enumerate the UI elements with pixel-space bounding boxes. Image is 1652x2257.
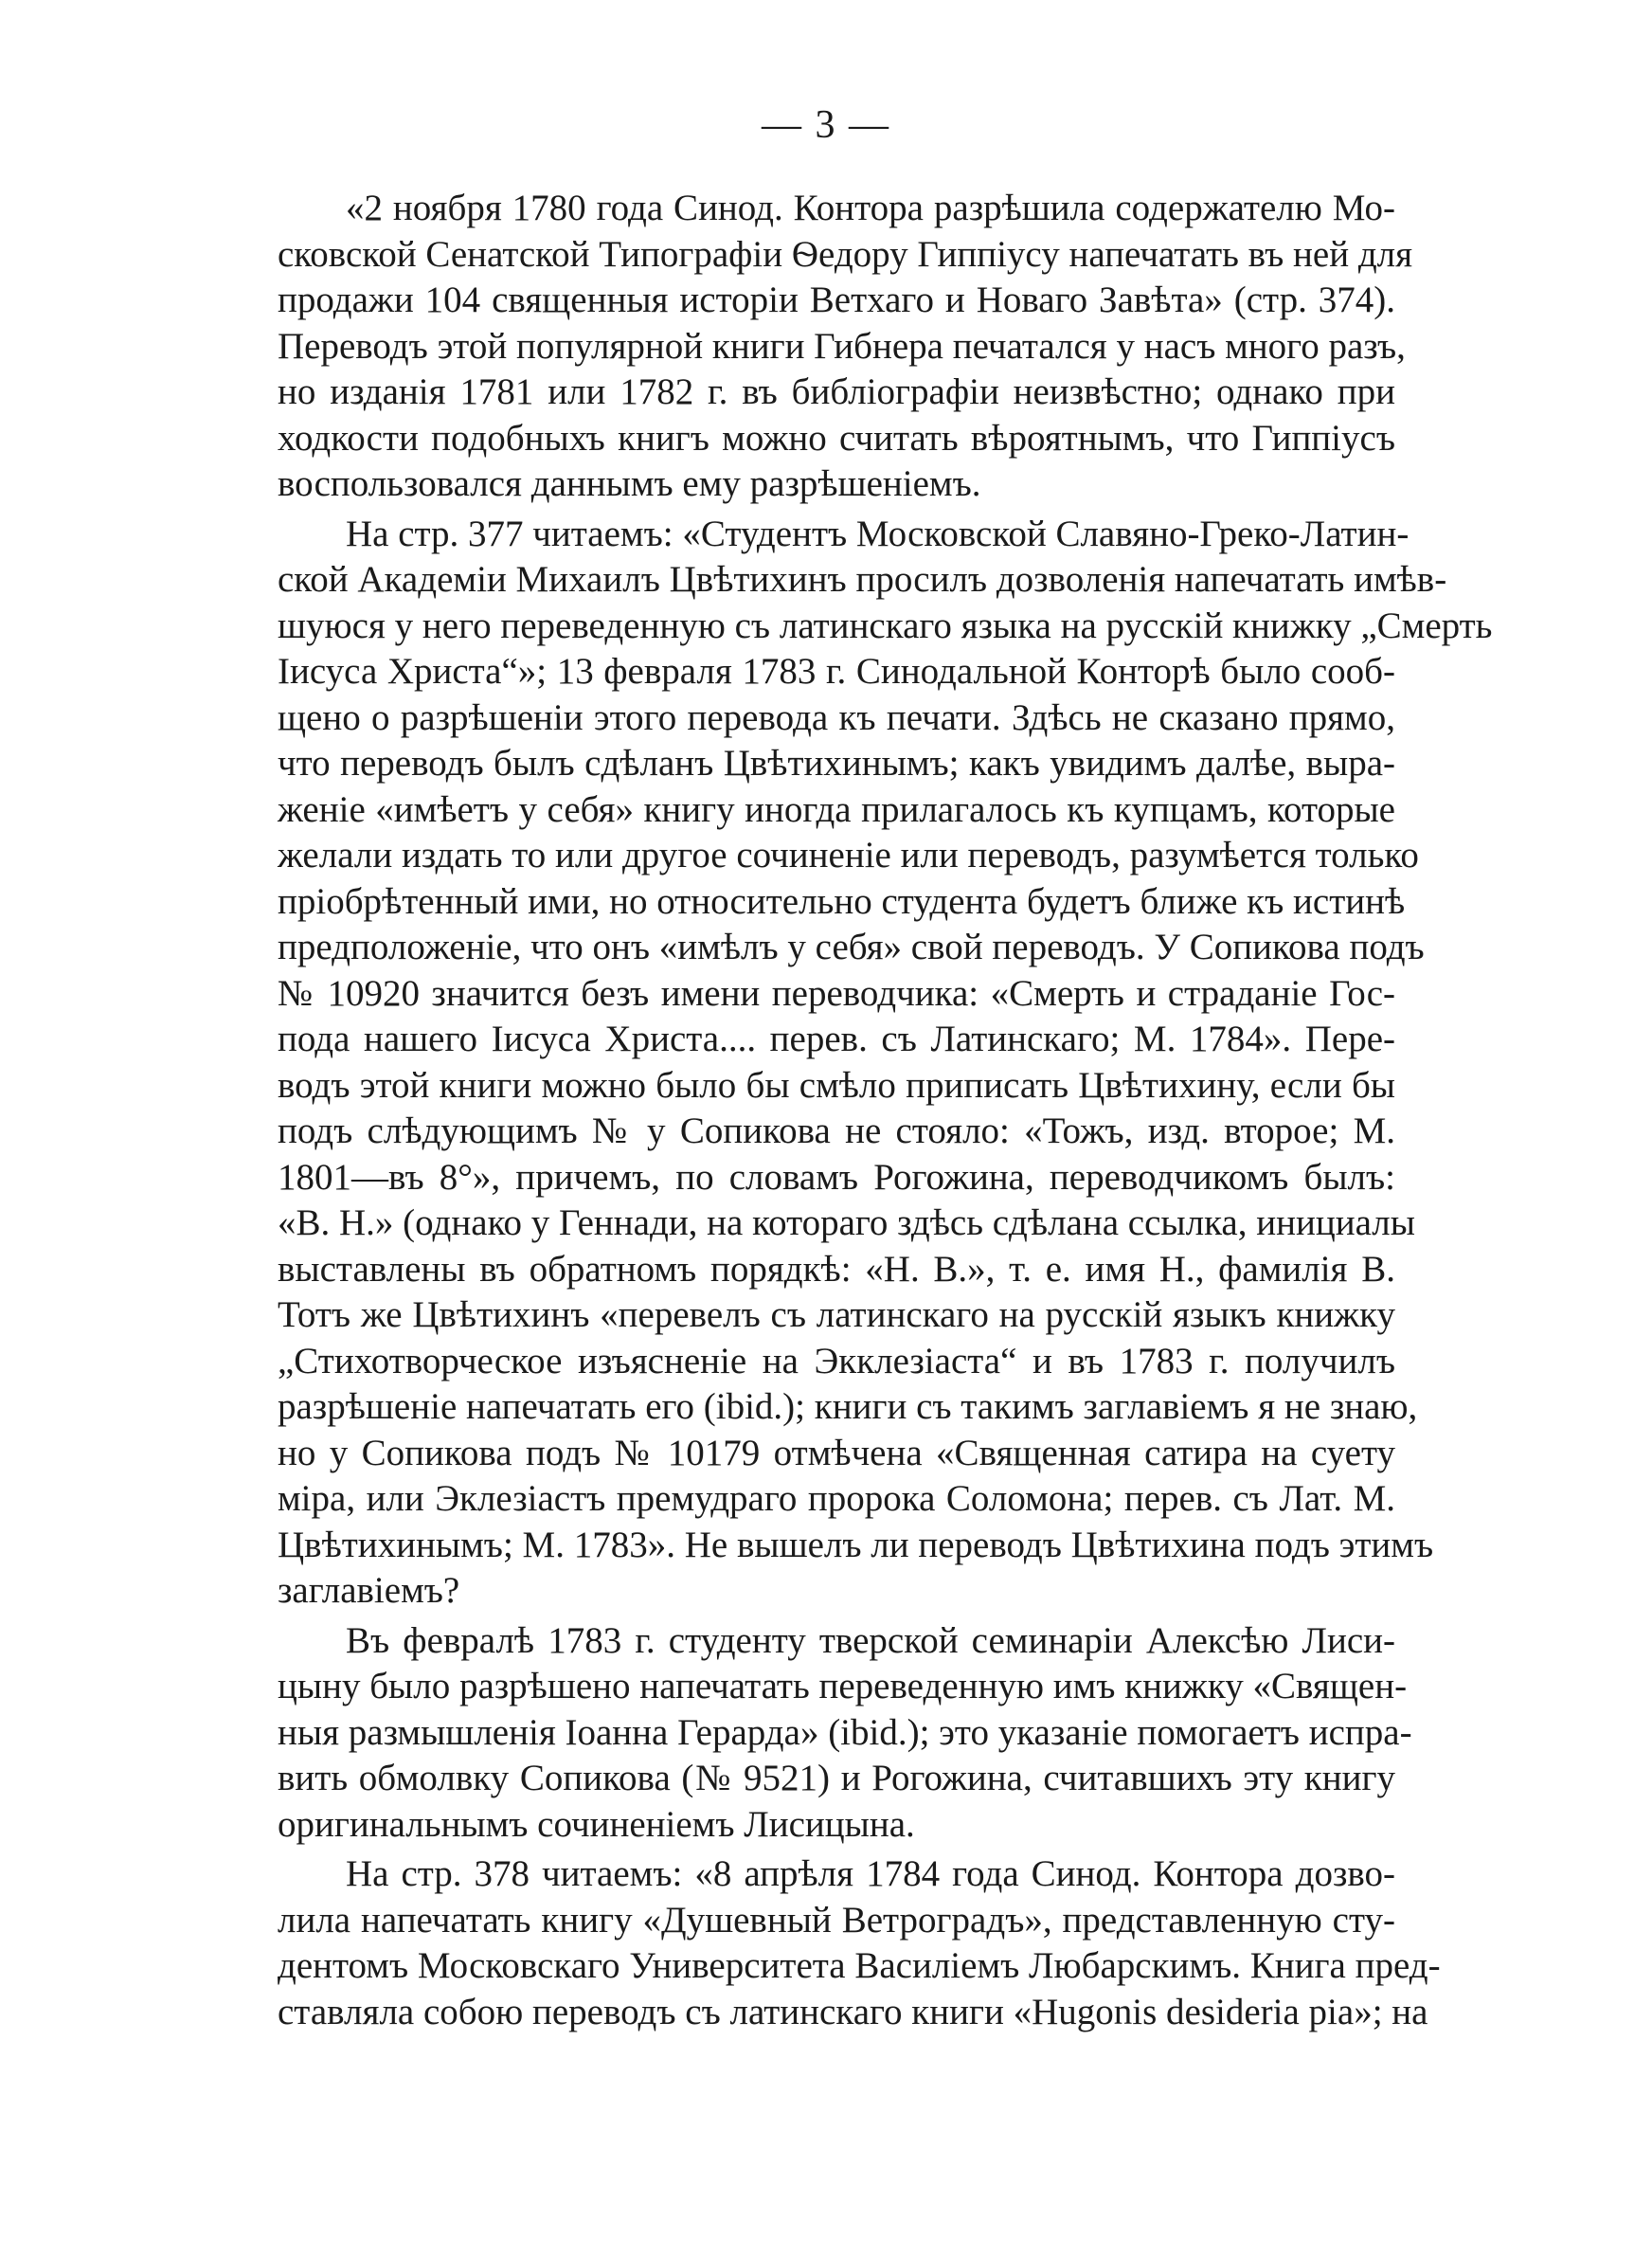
text-line: «В. Н.» (однако у Геннади, на которaго здѣсь сдѣлана ссылка, инициалы bbox=[278, 1202, 1415, 1243]
text-line: міра, или Эклезіастъ премудраго пророка Соломона; перев. съ Лат. М. bbox=[278, 1478, 1395, 1519]
text-line: но у Сопикова подъ № 10179 отмѣчена «Священная сатира на суету bbox=[278, 1432, 1395, 1473]
text-line: дентомъ Московскаго Университета Василіемъ Любарскимъ. Книга пред- bbox=[278, 1945, 1441, 1986]
text-line: продажи 104 священныя исторіи Ветхаго и Новаго Завѣта» (стр. 374). bbox=[278, 280, 1395, 320]
text-line: выставлены въ обратномъ порядкѣ: «Н. В.», т. е. имя Н., фамилія В. bbox=[278, 1248, 1395, 1290]
text-line: 1801—въ 8°», причемъ, по словамъ Рогожина, переводчикомъ былъ: bbox=[278, 1156, 1395, 1198]
text-line: что переводъ былъ сдѣланъ Цвѣтихинымъ; какъ увидимъ далѣе, выра- bbox=[278, 743, 1395, 784]
text-line: На стр. 378 читаемъ: «8 апрѣля 1784 года Синод. Контора дозво- bbox=[346, 1853, 1395, 1894]
body-text bbox=[278, 186, 1493, 2035]
text-line: шуюся у него переведенную съ латинскаго языка на русскій книжку „Смерть bbox=[278, 605, 1493, 646]
text-line: „Стихотворческое изъясненіе на Экклезіаста“ и въ 1783 г. получилъ bbox=[278, 1340, 1395, 1381]
paragraph bbox=[278, 512, 1493, 1615]
text-line: пріобрѣтенный ими, но относительно студента будетъ ближе къ истинѣ bbox=[278, 880, 1406, 922]
text-line: воспользовался даннымъ ему разрѣшеніемъ. bbox=[278, 463, 981, 504]
text-line: но изданія 1781 или 1782 г. въ библіографіи неизвѣстно; однако при bbox=[278, 371, 1395, 412]
text-line: сковской Сенатской Типографіи Ѳедору Гиппіусу напечатать въ ней для bbox=[278, 233, 1413, 275]
text-line: водъ этой книги можно было бы смѣло приписать Цвѣтихину, если бы bbox=[278, 1064, 1395, 1106]
text-line: № 10920 значится безъ имени переводчика: «Смерть и страданіе Гос- bbox=[278, 972, 1395, 1014]
text-line: Въ февралѣ 1783 г. студенту тверской семинаріи Алексѣю Лиси- bbox=[346, 1619, 1395, 1661]
paragraph bbox=[278, 1618, 1412, 1849]
text-line: вить обмолвку Сопикова (№ 9521) и Рогожина, считавшихъ эту книгу bbox=[278, 1758, 1395, 1798]
text-line: «2 ноября 1780 года Синод. Контора разрѣшила содержателю Мо- bbox=[346, 188, 1395, 228]
text-line: заглавіемъ? bbox=[278, 1570, 460, 1611]
paragraph bbox=[278, 1851, 1441, 2035]
text-line: пода нашего Іисуса Христа.... перев. съ Латинскаго; М. 1784». Пере- bbox=[278, 1019, 1395, 1059]
text-line: На стр. 377 читаемъ: «Студентъ Московской Славяно-Греко-Латин- bbox=[346, 513, 1410, 554]
text-line: подъ слѣдующимъ № у Сопикова не стояло: «Тожъ, изд. второе; М. bbox=[278, 1110, 1395, 1151]
paragraph bbox=[278, 186, 1413, 508]
text-line: Переводъ этой популярной книги Гибнера печатался у насъ много разъ, bbox=[278, 325, 1406, 367]
text-line: цыну было разрѣшено напечатать переведенную имъ книжку «Священ- bbox=[278, 1666, 1408, 1706]
text-line: предположеніе, что онъ «имѣлъ у себя» свой переводъ. У Сопикова подъ bbox=[278, 927, 1425, 967]
text-line: Іисуса Христа“»; 13 февраля 1783 г. Синодальной Конторѣ было сооб- bbox=[278, 651, 1395, 692]
text-line: женіе «имѣетъ у себя» книгу иногда прилагалось къ купцамъ, которые bbox=[278, 788, 1395, 830]
text-line: оригинальнымъ сочиненіемъ Лисицына. bbox=[278, 1803, 915, 1845]
page-number: — 3 — bbox=[762, 103, 890, 147]
text-line: желали издать то или другое сочиненіе или переводъ, разумѣется только bbox=[278, 835, 1419, 876]
text-line: ходкости подобныхъ книгъ можно считать вѣроятнымъ, что Гиппіусъ bbox=[278, 417, 1395, 459]
text-line: Тотъ же Цвѣтихинъ «перевелъ съ латинскаго на русскій языкъ книжку bbox=[278, 1294, 1395, 1335]
text-line: ской Академіи Михаилъ Цвѣтихинъ просилъ дозволенія напечатать имѣв- bbox=[278, 559, 1447, 600]
text-line: щено о разрѣшеніи этого перевода къ печати. Здѣсь не сказано прямо, bbox=[278, 696, 1395, 738]
text-line: Цвѣтихинымъ; М. 1783». Не вышелъ ли переводъ Цвѣтихина подъ этимъ bbox=[278, 1524, 1434, 1565]
text-line: ныя размышленія Іоанна Герарда» (ibid.); это указаніе помогаетъ испра- bbox=[278, 1711, 1412, 1753]
text-line: ставляла собою переводъ съ латинскаго книги «Hugonis desideria pia»; на bbox=[278, 1991, 1428, 2032]
text-line: разрѣшеніе напечатать его (ibid.); книги съ такимъ заглавіемъ я не знаю, bbox=[278, 1386, 1418, 1427]
text-line: лила напечатать книгу «Душевный Ветроградъ», представленную сту- bbox=[278, 1899, 1395, 1941]
